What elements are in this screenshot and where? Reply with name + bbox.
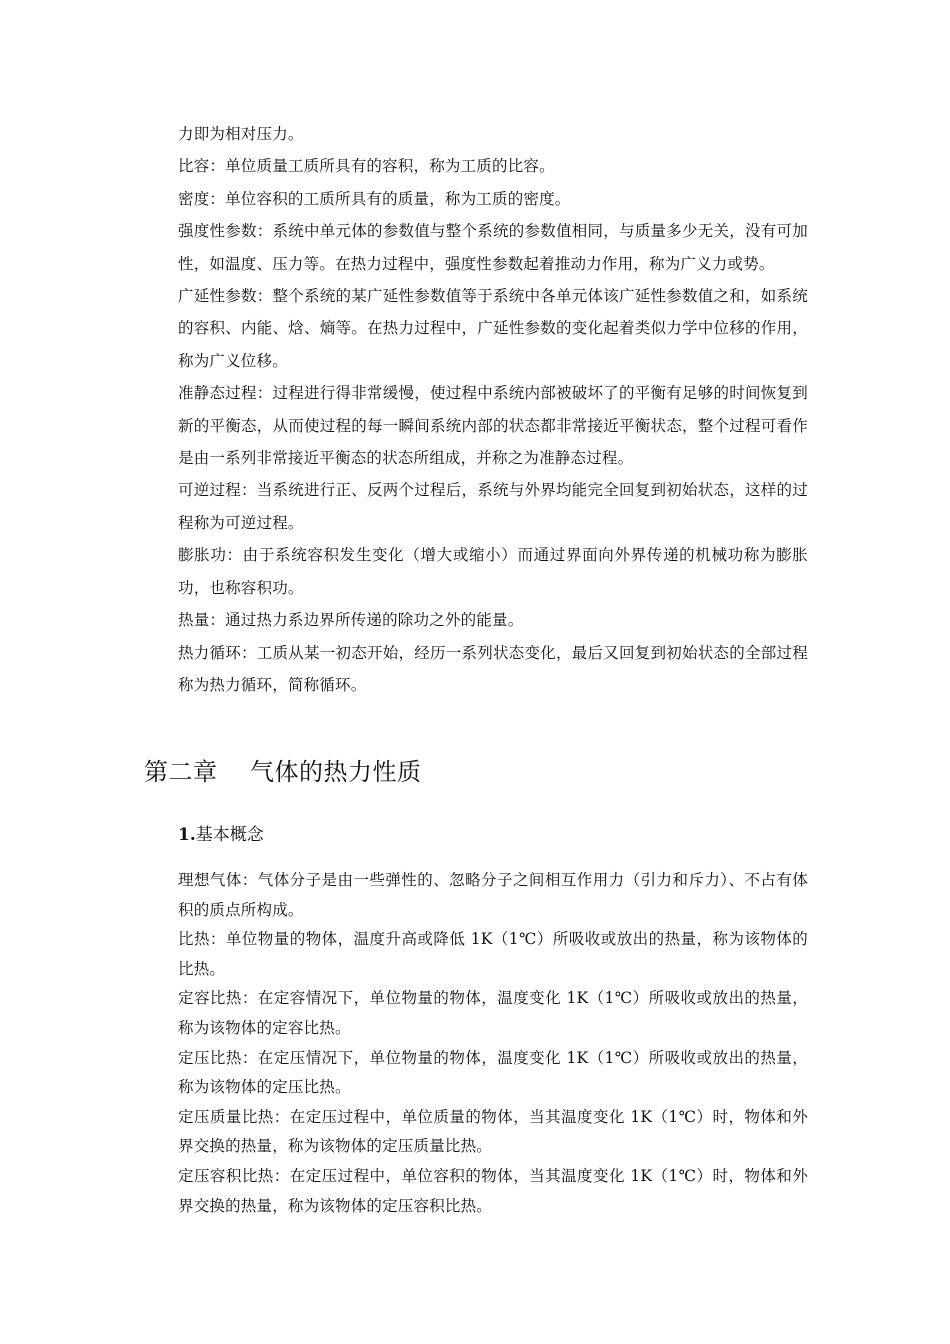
paragraph-isochoric-specific-heat: 定容比热：在定容情况下，单位物量的物体，温度变化 1K（1℃）所吸收或放出的热量，称为该物体的定容比热。 xyxy=(178,989,808,1037)
paragraph-reversible-process: 可逆过程：当系统进行正、反两个过程后，系统与外界均能完全回复到初始状态，这样的过程称为可逆过程。 xyxy=(178,481,808,532)
paragraph-thermodynamic-cycle: 热力循环：工质从某一初态开始，经历一系列状态变化，最后又回复到初始状态的全部过程称为热力循环，简称循环。 xyxy=(178,643,808,694)
paragraph-density: 密度：单位容积的工质所具有的质量，称为工质的密度。 xyxy=(178,189,571,208)
paragraph-ideal-gas: 理想气体：气体分子是由一些弹性的、忽略分子之间相互作用力（引力和斥力）、不占有体积的质点所构成。 xyxy=(178,871,808,919)
paragraph-relative-pressure-end: 力即为相对压力。 xyxy=(178,125,304,143)
chapter-heading: 第二章 气体的热力性质 xyxy=(144,758,422,786)
paragraph-specific-volume: 比容：单位质量工质所具有的容积，称为工质的比容。 xyxy=(178,157,555,176)
paragraph-isobaric-volume-specific-heat: 定压容积比热：在定压过程中，单位容积的物体，当其温度变化 1K（1℃）时，物体和外界交换的热量，称为该物体的定压容积比热。 xyxy=(178,1166,808,1215)
paragraph-isobaric-mass-specific-heat: 定压质量比热：在定压过程中，单位质量的物体，当其温度变化 1K（1℃）时，物体和外界交换的热量，称为该物体的定压质量比热。 xyxy=(178,1107,808,1156)
paragraph-quasi-static-process: 准静态过程：过程进行得非常缓慢，使过程中系统内部被破坏了的平衡有足够的时间恢复到新的平衡态，从而使过程的每一瞬间系统内部的状态都非常接近平衡状态，整个过程可看作是由一系列非常接近平衡态的状态所组成，并称之为准静态过程。 xyxy=(178,384,808,468)
section-heading xyxy=(178,820,264,845)
paragraph-extensive-parameter: 广延性参数：整个系统的某广延性参数值等于系统中各单元体该广延性参数值之和，如系统的容积、内能、焓、熵等。在热力过程中，广延性参数的变化起着类似力学中位移的作用，称为广义位移。 xyxy=(178,287,808,370)
paragraph-specific-heat: 比热：单位物量的物体，温度升高或降低 1K（1℃）所吸收或放出的热量，称为该物体的比热。 xyxy=(178,930,808,978)
section-title: 基本概念 xyxy=(195,825,264,845)
paragraph-intensive-parameter: 强度性参数：系统中单元体的参数值与整个系统的参数值相同，与质量多少无关，没有可加性，如温度、压力等。在热力过程中，强度性参数起着推动力作用，称为广义力或势。 xyxy=(178,222,808,273)
basic-concepts-section xyxy=(178,866,808,1221)
paragraph-heat: 热量：通过热力系边界所传递的除功之外的能量。 xyxy=(178,611,524,630)
section-number: 1. xyxy=(178,825,196,845)
paragraph-isobaric-specific-heat: 定压比热：在定压情况下，单位物量的物体，温度变化 1K（1℃）所吸收或放出的热量，称为该物体的定压比热。 xyxy=(178,1048,808,1097)
paragraph-expansion-work: 膨胀功：由于系统容积发生变化（增大或缩小）而通过界面向外界传递的机械功称为膨胀功，也称容积功。 xyxy=(178,546,808,597)
definitions-section-continued xyxy=(178,118,808,701)
